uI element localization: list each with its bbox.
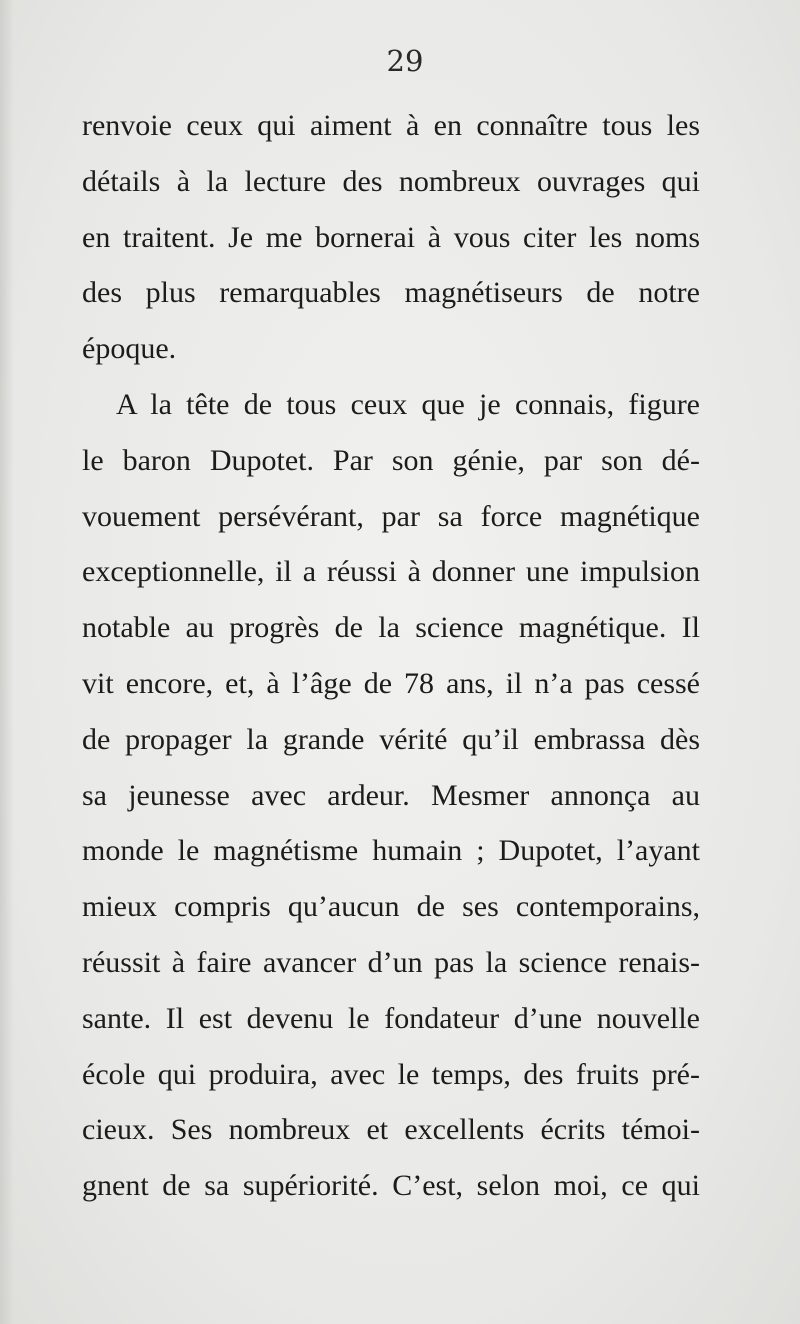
text-line: vit encore, et, à l’âge de 78 ans, il n’a pas cessé [82,666,700,700]
text-line: exceptionnelle, il a réussi à donner une impulsion [82,555,700,589]
text-line: époque. [82,332,177,366]
page-gutter-shadow [0,0,14,1324]
text-line: de propager la grande vérité qu’il embrassa dès [82,722,700,756]
text-line: sante. Il est devenu le fondateur d’une nouvelle [82,1001,700,1035]
text-line: vouement persévérant, par sa force magnétique [82,499,700,533]
text-line: école qui produira, avec le temps, des fruits pré- [82,1057,700,1091]
text-line: sa jeunesse avec ardeur. Mesmer annonça au [82,778,700,812]
text-line: gnent de sa supériorité. C’est, selon moi, ce qui [82,1169,700,1203]
text-line: A la tête de tous ceux que je connais, figure [116,387,700,421]
text-line: notable au progrès de la science magnétique. Il [82,611,700,645]
body-text [82,98,700,1214]
text-line: renvoie ceux qui aiment à en connaître tous les [82,109,700,142]
text-line: monde le magnétisme humain ; Dupotet, l’ayant [82,834,700,868]
text-line: détails à la lecture des nombreux ouvrages qui [82,164,700,198]
text-line: réussit à faire avancer d’un pas la science renais- [82,945,700,979]
text-line: le baron Dupotet. Par son génie, par son dé- [82,443,700,477]
page-number: 29 [386,44,424,78]
text-line: des plus remarquables magnétiseurs de notre [82,276,700,310]
text-line: mieux compris qu’aucun de ses contemporains, [82,890,700,924]
text-line: en traitent. Je me bornerai à vous citer les noms [82,220,700,254]
text-line: cieux. Ses nombreux et excellents écrits témoi- [82,1113,700,1147]
